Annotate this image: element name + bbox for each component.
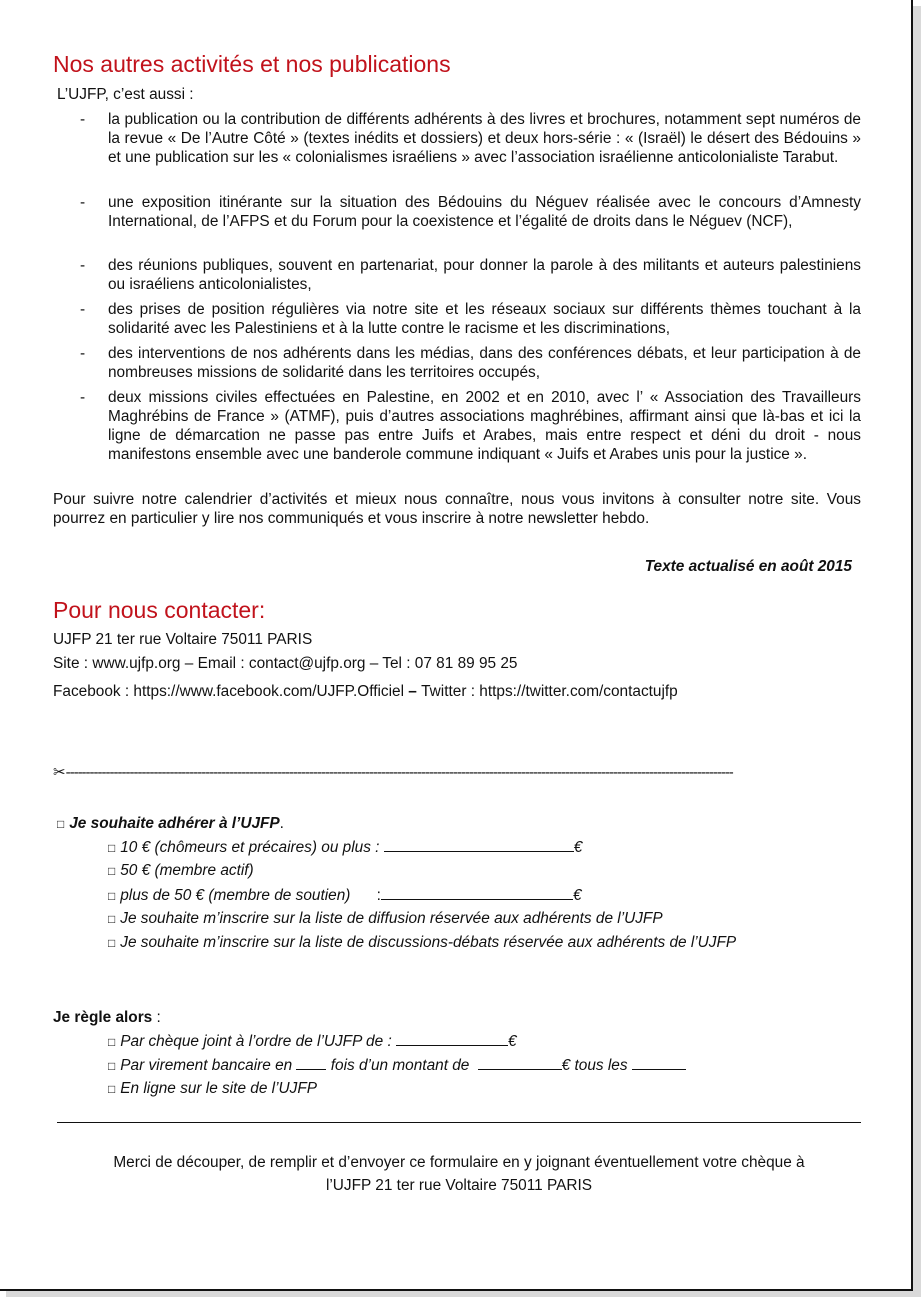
- bullet-dash: -: [80, 301, 86, 318]
- checkbox-icon[interactable]: □: [108, 912, 116, 926]
- scissors-icon: ✂: [53, 764, 66, 781]
- list-item: deux missions civiles effectuées en Palestine, en 2002 et en 2010, avec l’ « Association des Travailleurs Maghrébins de France » (ATMF), puis d’autres associations maghrébines, affirmant ainsi que là-bas et ici la ligne de démarcation ne passe pas entre Juifs et Arabes, mais entre respect et déni du droit - nous manifestons ensemble avec une banderole commune indiquant « Juifs et Arabes unis pour la justice ».: [108, 389, 861, 463]
- option-label: 50 € (membre actif): [120, 862, 254, 879]
- payment-virement[interactable]: [108, 1056, 686, 1075]
- amount-field[interactable]: [478, 1056, 562, 1070]
- checkbox-icon[interactable]: □: [57, 817, 65, 831]
- payment-online[interactable]: [108, 1080, 317, 1098]
- join-label: Je souhaite adhérer à l’UJFP: [69, 815, 280, 832]
- page-shadow-right: [913, 6, 921, 1297]
- bullet-dash: -: [80, 257, 86, 274]
- option-more-50-euro[interactable]: [108, 886, 582, 905]
- option-label: 10 € (chômeurs et précaires) ou plus :: [120, 839, 380, 856]
- intro-text: L’UJFP, c’est aussi :: [57, 86, 194, 103]
- join-option[interactable]: [57, 815, 284, 833]
- twitter-link[interactable]: Twitter : https://twitter.com/contactujfp: [421, 683, 678, 700]
- bullet-dash: -: [80, 389, 86, 406]
- divider: [57, 1122, 861, 1123]
- list-item: la publication ou la contribution de différents adhérents à des livres et brochures, notamment sept numéros de la revue « De l’Autre Côté » (textes inédits et dossiers) et deux hors-série : « (Israël) le désert des Bédouins » et une publication sur les « colonialismes israéliens » avec l’association israélienne anticolonialiste Tarabut.: [108, 111, 861, 166]
- list-item: des réunions publiques, souvent en partenariat, pour donner la parole à des militants et auteurs palestiniens ou israéliens anticolonialistes,: [108, 257, 861, 293]
- updated-note: Texte actualisé en août 2015: [644, 558, 852, 575]
- amount-field[interactable]: [396, 1032, 508, 1046]
- times-field[interactable]: [296, 1056, 326, 1070]
- checkbox-icon[interactable]: □: [108, 1059, 116, 1073]
- payment-heading: [53, 1009, 161, 1027]
- option-label: En ligne sur le site de l’UJFP: [120, 1080, 317, 1097]
- checkbox-icon[interactable]: □: [108, 936, 116, 950]
- option-discussion-list[interactable]: [108, 934, 736, 952]
- option-10-euro[interactable]: [108, 838, 582, 857]
- amount-field[interactable]: [384, 838, 574, 852]
- separator: –: [404, 683, 422, 700]
- contact-site-email-tel: Site : www.ujfp.org – Email : contact@ujfp.org – Tel : 07 81 89 95 25: [53, 655, 518, 672]
- amount-field[interactable]: [381, 886, 573, 900]
- payment-colon: :: [152, 1009, 161, 1026]
- list-item: des prises de position régulières via notre site et les réseaux sociaux sur différents thèmes touchant à la solidarité avec les Palestiniens et à la lutte contre le racisme et les discriminations,: [108, 301, 861, 337]
- contact-address: UJFP 21 ter rue Voltaire 75011 PARIS: [53, 631, 313, 648]
- option-colon: :: [376, 887, 381, 904]
- checkbox-icon[interactable]: □: [108, 1035, 116, 1049]
- bullet-dash: -: [80, 111, 86, 128]
- join-period: .: [279, 815, 284, 832]
- closing-paragraph: Pour suivre notre calendrier d’activités et mieux nous connaître, nous vous invitons à consulter notre site. Vous pourrez en particulier y lire nos communiqués et vous inscrire à notre newsletter hebdo.: [53, 491, 861, 527]
- bullet-dash: -: [80, 194, 86, 211]
- checkbox-icon[interactable]: □: [108, 864, 116, 878]
- page-shadow-bottom: [6, 1291, 921, 1297]
- cut-dashes: -----------------------------------------------------------------------------------------------------------------------------------------------------------------------: [65, 764, 733, 781]
- section-title-activities: Nos autres activités et nos publications: [53, 51, 451, 77]
- option-label: plus de 50 € (membre de soutien): [120, 887, 351, 904]
- checkbox-icon[interactable]: □: [108, 841, 116, 855]
- cut-line: [53, 763, 863, 781]
- option-label: € tous les: [561, 1057, 628, 1074]
- euro-sign: €: [508, 1033, 517, 1050]
- contact-social: [53, 683, 678, 701]
- option-label: Je souhaite m’inscrire sur la liste de discussions-débats réservée aux adhérents de l’UJFP: [120, 934, 737, 951]
- payment-label: Je règle alors: [53, 1009, 153, 1026]
- euro-sign: €: [572, 887, 582, 904]
- section-title-contact: Pour nous contacter:: [53, 597, 266, 623]
- option-label: Par chèque joint à l’ordre de l’UJFP de :: [120, 1033, 392, 1050]
- facebook-link[interactable]: Facebook : https://www.facebook.com/UJFP.Officiel: [53, 683, 404, 700]
- list-item: une exposition itinérante sur la situation des Bédouins du Néguev réalisée avec le concours d’Amnesty International, de l’AFPS et du Forum pour la coexistence et l’égalité de droits dans le Néguev (NCF),: [108, 194, 861, 230]
- payment-cheque[interactable]: [108, 1032, 517, 1051]
- option-50-euro[interactable]: [108, 862, 254, 880]
- euro-sign: €: [573, 839, 583, 856]
- frequency-field[interactable]: [632, 1056, 686, 1070]
- option-diffusion-list[interactable]: [108, 910, 663, 928]
- footer-line-1: Merci de découper, de remplir et d’envoyer ce formulaire en y joignant éventuellement votre chèque à: [113, 1154, 805, 1171]
- list-item: des interventions de nos adhérents dans les médias, dans des conférences débats, et leur participation à de nombreuses missions de solidarité dans les territoires occupés,: [108, 345, 861, 381]
- option-label: Je souhaite m’inscrire sur la liste de diffusion réservée aux adhérents de l’UJFP: [120, 910, 663, 927]
- checkbox-icon[interactable]: □: [108, 889, 116, 903]
- bullet-dash: -: [80, 345, 86, 362]
- option-label: fois d’un montant de: [330, 1057, 470, 1074]
- option-label: Par virement bancaire en: [120, 1057, 293, 1074]
- footer-line-2: l’UJFP 21 ter rue Voltaire 75011 PARIS: [325, 1177, 593, 1194]
- checkbox-icon[interactable]: □: [108, 1082, 116, 1096]
